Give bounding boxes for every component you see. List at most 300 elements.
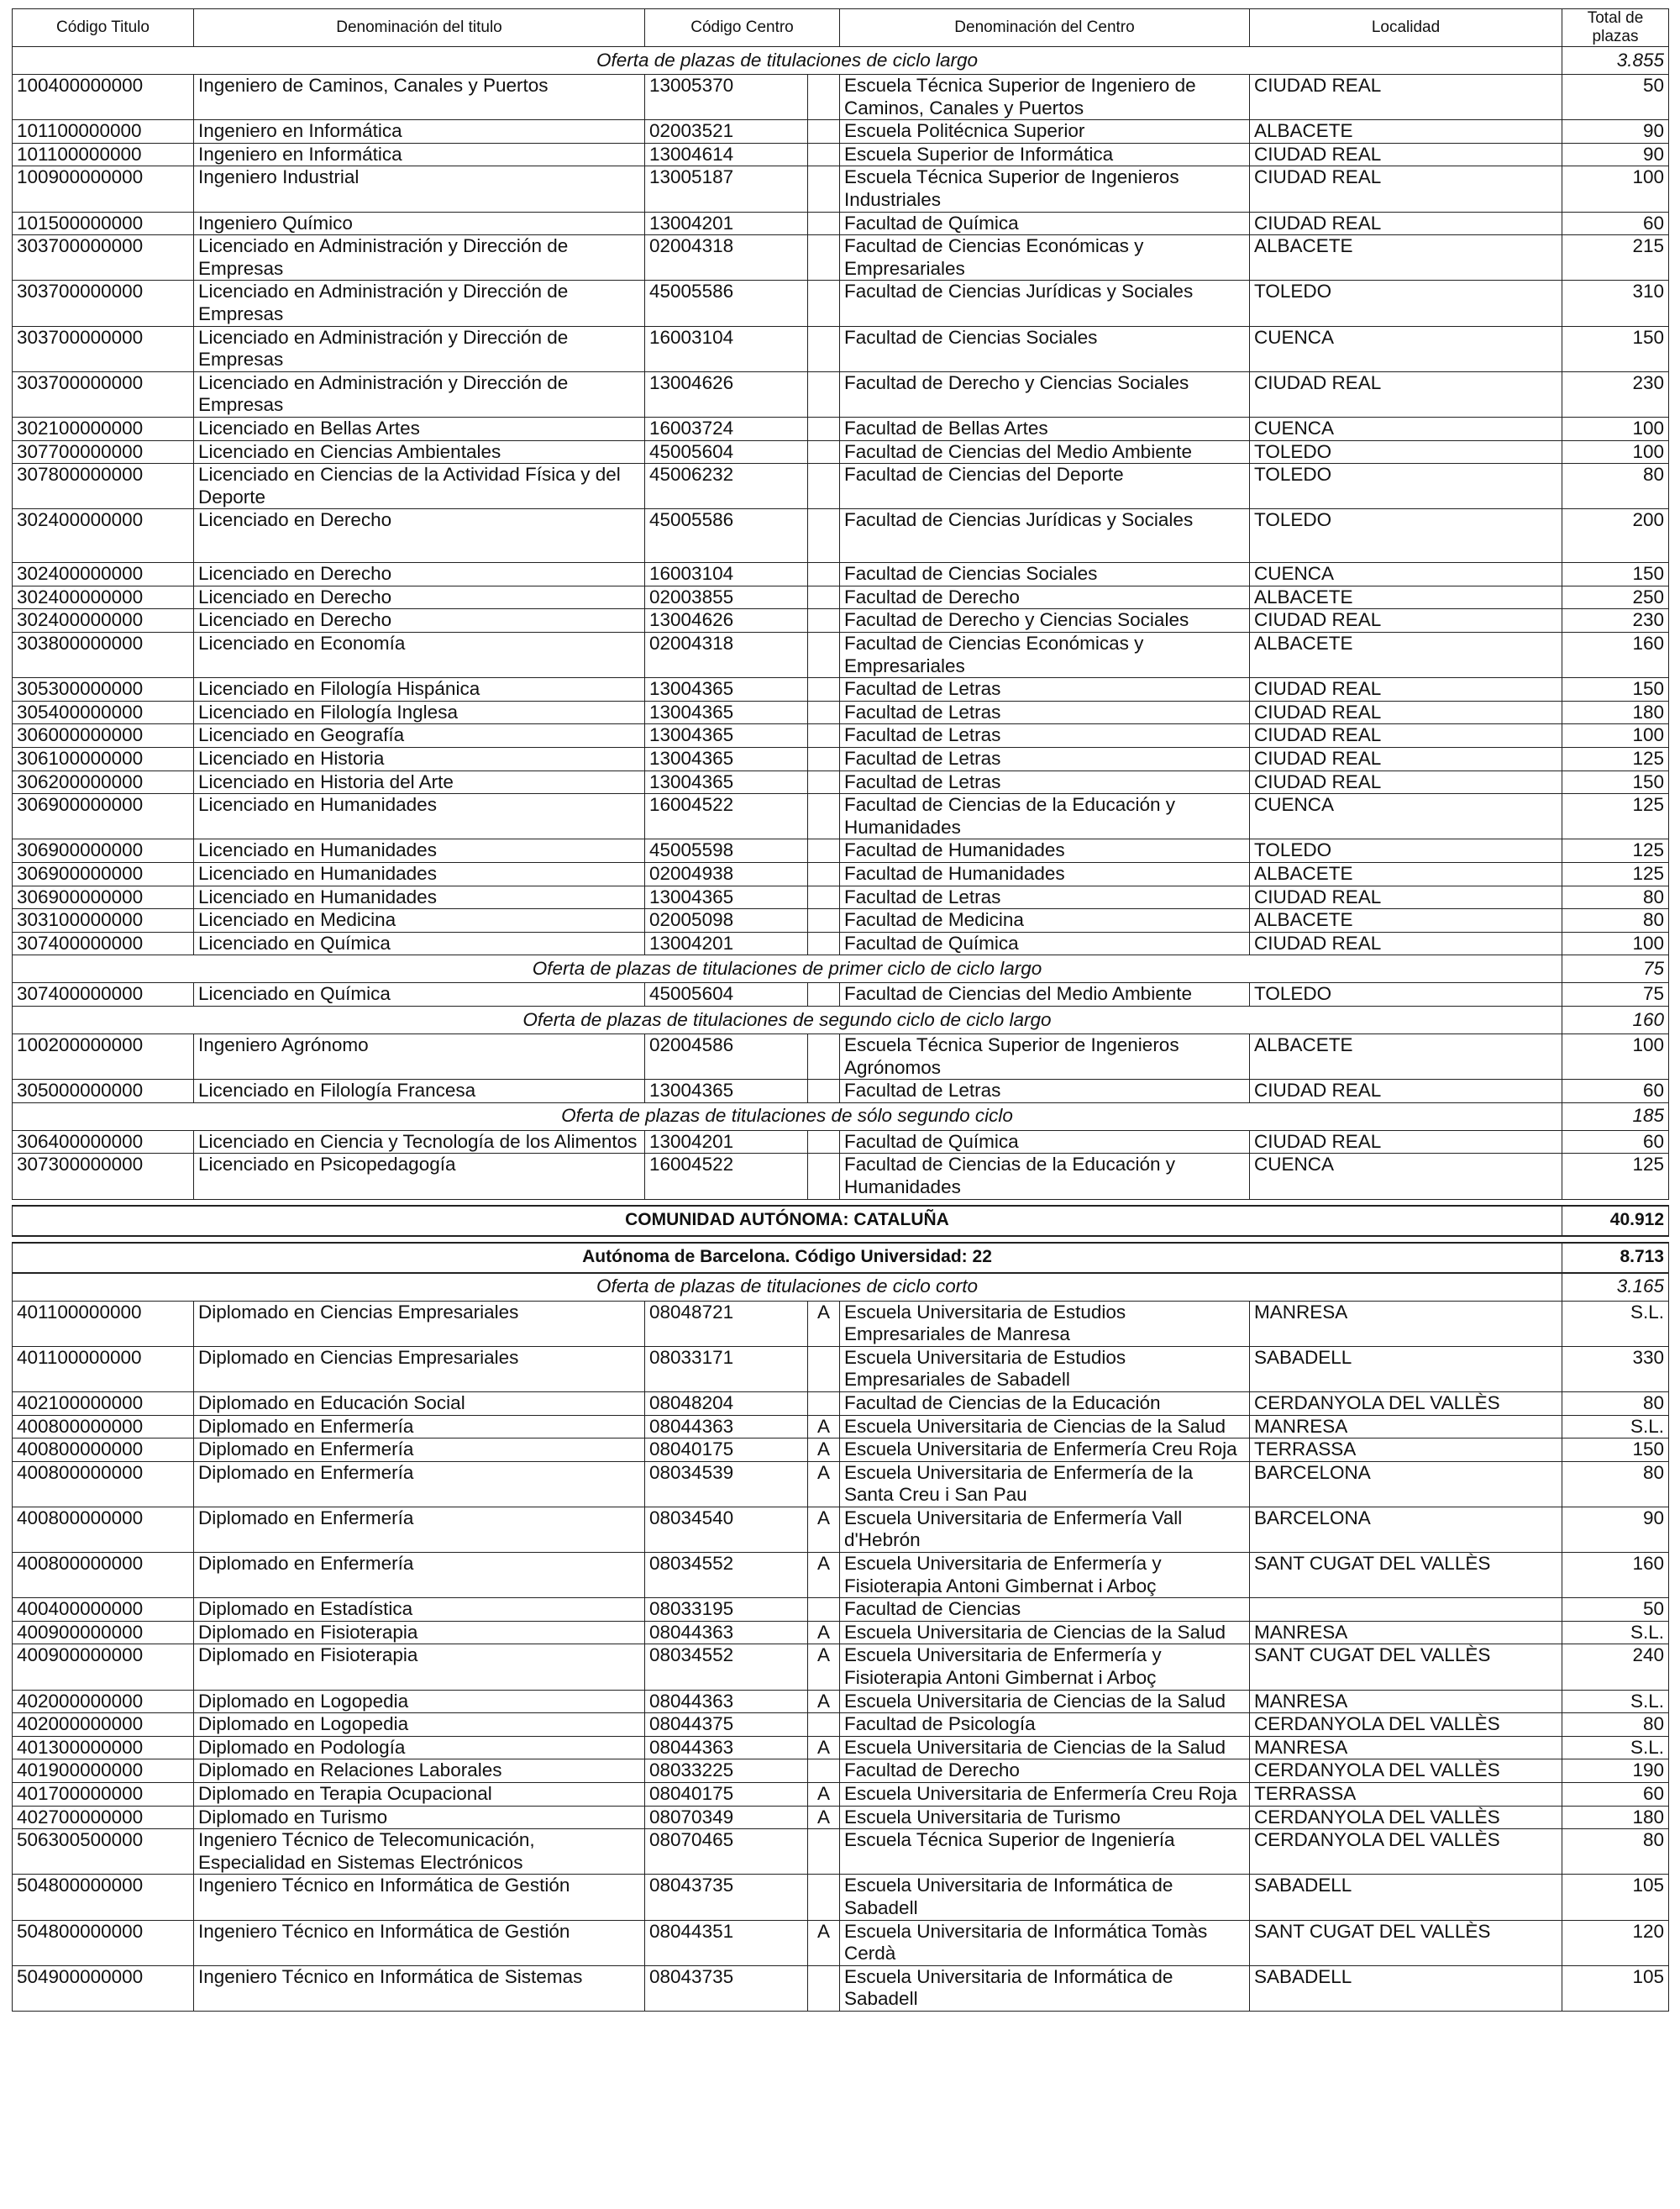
- denominacion-centro-cell: Escuela Técnica Superior de Ingeniero de Caminos, Canales y Puertos: [840, 75, 1250, 120]
- codigo-centro-cell: 08033171: [645, 1346, 808, 1391]
- header-localidad: Localidad: [1250, 9, 1562, 47]
- codigo-centro-cell: 08034552: [645, 1644, 808, 1690]
- header-codigo-titulo: Código Titulo: [13, 9, 194, 47]
- centro-flag-cell: [808, 1713, 840, 1737]
- codigo-titulo-cell: 303700000000: [13, 371, 194, 417]
- total-plazas-cell: 125: [1562, 863, 1669, 886]
- denominacion-titulo-cell: Licenciado en Filología Francesa: [194, 1080, 645, 1103]
- localidad-cell: SANT CUGAT DEL VALLÈS: [1250, 1920, 1562, 1965]
- codigo-centro-cell: 08048721: [645, 1301, 808, 1346]
- codigo-titulo-cell: 400900000000: [13, 1644, 194, 1690]
- total-plazas-cell: 150: [1562, 1438, 1669, 1462]
- total-plazas-cell: 310: [1562, 281, 1669, 326]
- centro-flag-cell: [808, 932, 840, 955]
- denominacion-titulo-cell: Licenciado en Historia: [194, 748, 645, 771]
- codigo-titulo-cell: 302400000000: [13, 563, 194, 586]
- denominacion-centro-cell: Facultad de Ciencias de la Educación y Humanidades: [840, 1154, 1250, 1199]
- codigo-titulo-cell: 302400000000: [13, 609, 194, 633]
- centro-flag-cell: [808, 983, 840, 1007]
- codigo-centro-cell: 45005604: [645, 983, 808, 1007]
- total-plazas-cell: 180: [1562, 701, 1669, 724]
- denominacion-centro-cell: Facultad de Letras: [840, 701, 1250, 724]
- table-row: [13, 1415, 1669, 1438]
- table-row: [13, 1713, 1669, 1737]
- table-row: [13, 794, 1669, 839]
- centro-flag-cell: [808, 371, 840, 417]
- denominacion-centro-cell: Facultad de Psicología: [840, 1713, 1250, 1737]
- header-denominacion-centro: Denominación del Centro: [840, 9, 1250, 47]
- codigo-centro-cell: 16003104: [645, 563, 808, 586]
- table-row: [13, 235, 1669, 281]
- total-plazas-cell: 105: [1562, 1965, 1669, 2011]
- table-row: [13, 886, 1669, 909]
- denominacion-titulo-cell: Ingeniero de Caminos, Canales y Puertos: [194, 75, 645, 120]
- codigo-centro-cell: 16003724: [645, 417, 808, 440]
- codigo-titulo-cell: 303700000000: [13, 281, 194, 326]
- total-plazas-cell: 215: [1562, 235, 1669, 281]
- codigo-titulo-cell: 306900000000: [13, 839, 194, 863]
- codigo-centro-cell: 08033195: [645, 1598, 808, 1622]
- centro-flag-cell: [808, 1391, 840, 1415]
- centro-flag-cell: A: [808, 1920, 840, 1965]
- codigo-centro-cell: 16003104: [645, 326, 808, 371]
- denominacion-titulo-cell: Diplomado en Enfermería: [194, 1461, 645, 1507]
- codigo-titulo-cell: 303700000000: [13, 326, 194, 371]
- codigo-centro-cell: 02003521: [645, 120, 808, 144]
- denominacion-titulo-cell: Licenciado en Administración y Dirección de Empresas: [194, 281, 645, 326]
- denominacion-centro-cell: Facultad de Ciencias del Medio Ambiente: [840, 983, 1250, 1007]
- localidad-cell: CUENCA: [1250, 794, 1562, 839]
- table-row: [13, 633, 1669, 678]
- denominacion-centro-cell: Escuela Universitaria de Enfermería Creu Roja: [840, 1783, 1250, 1807]
- codigo-titulo-cell: 303100000000: [13, 909, 194, 933]
- localidad-cell: CERDANYOLA DEL VALLÈS: [1250, 1391, 1562, 1415]
- total-plazas-cell: 100: [1562, 166, 1669, 212]
- codigo-titulo-cell: 306200000000: [13, 771, 194, 794]
- total-plazas-cell: 180: [1562, 1806, 1669, 1829]
- plazas-sheet: [12, 8, 1668, 2012]
- codigo-centro-cell: 16004522: [645, 1154, 808, 1199]
- total-plazas-cell: 90: [1562, 143, 1669, 166]
- denominacion-centro-cell: Facultad de Derecho: [840, 586, 1250, 609]
- denominacion-centro-cell: Escuela Universitaria de Ciencias de la Salud: [840, 1415, 1250, 1438]
- codigo-centro-cell: 08044363: [645, 1415, 808, 1438]
- codigo-centro-cell: 08040175: [645, 1783, 808, 1807]
- localidad-cell: CIUDAD REAL: [1250, 166, 1562, 212]
- denominacion-centro-cell: Facultad de Química: [840, 212, 1250, 235]
- centro-flag-cell: [808, 863, 840, 886]
- codigo-centro-cell: 02004586: [645, 1033, 808, 1079]
- localidad-cell: CERDANYOLA DEL VALLÈS: [1250, 1806, 1562, 1829]
- codigo-titulo-cell: 302100000000: [13, 417, 194, 440]
- codigo-titulo-cell: 303800000000: [13, 633, 194, 678]
- total-plazas-cell: 100: [1562, 724, 1669, 748]
- denominacion-titulo-cell: Licenciado en Psicopedagogía: [194, 1154, 645, 1199]
- denominacion-titulo-cell: Licenciado en Química: [194, 983, 645, 1007]
- table-row: [13, 678, 1669, 702]
- localidad-cell: CERDANYOLA DEL VALLÈS: [1250, 1759, 1562, 1783]
- table-row: [13, 1759, 1669, 1783]
- localidad-cell: ALBACETE: [1250, 633, 1562, 678]
- codigo-titulo-cell: 401100000000: [13, 1346, 194, 1391]
- centro-flag-cell: A: [808, 1507, 840, 1552]
- table-row: [13, 509, 1669, 563]
- band-spacer-cell: [13, 1236, 1669, 1243]
- localidad-cell: MANRESA: [1250, 1736, 1562, 1759]
- denominacion-centro-cell: Facultad de Derecho y Ciencias Sociales: [840, 371, 1250, 417]
- centro-flag-cell: A: [808, 1621, 840, 1644]
- section-total: 160: [1562, 1006, 1669, 1033]
- denominacion-centro-cell: Facultad de Ciencias Jurídicas y Sociales: [840, 509, 1250, 563]
- localidad-cell: MANRESA: [1250, 1415, 1562, 1438]
- denominacion-titulo-cell: Licenciado en Administración y Dirección de Empresas: [194, 235, 645, 281]
- table-row: [13, 1438, 1669, 1462]
- centro-flag-cell: [808, 909, 840, 933]
- centro-flag-cell: [808, 1080, 840, 1103]
- localidad-cell: TOLEDO: [1250, 464, 1562, 509]
- header-codigo-centro: Código Centro: [645, 9, 840, 47]
- table-row: [13, 1829, 1669, 1875]
- table-row: [13, 1875, 1669, 1920]
- codigo-centro-cell: 13004365: [645, 678, 808, 702]
- denominacion-titulo-cell: Licenciado en Bellas Artes: [194, 417, 645, 440]
- codigo-titulo-cell: 100900000000: [13, 166, 194, 212]
- centro-flag-cell: [808, 281, 840, 326]
- total-plazas-cell: S.L.: [1562, 1301, 1669, 1346]
- total-plazas-cell: 90: [1562, 120, 1669, 144]
- denominacion-titulo-cell: Licenciado en Historia del Arte: [194, 771, 645, 794]
- denominacion-titulo-cell: Licenciado en Ciencias de la Actividad Física y del Deporte: [194, 464, 645, 509]
- denominacion-titulo-cell: Diplomado en Logopedia: [194, 1690, 645, 1713]
- codigo-titulo-cell: 506300500000: [13, 1829, 194, 1875]
- group-header-label: Autónoma de Barcelona. Código Universidad: 22: [13, 1243, 1562, 1273]
- section-label: Oferta de plazas de titulaciones de ciclo largo: [13, 47, 1562, 75]
- codigo-centro-cell: 08040175: [645, 1438, 808, 1462]
- total-plazas-cell: 80: [1562, 1829, 1669, 1875]
- localidad-cell: TOLEDO: [1250, 839, 1562, 863]
- centro-flag-cell: [808, 839, 840, 863]
- centro-flag-cell: [808, 440, 840, 464]
- codigo-centro-cell: 08044363: [645, 1621, 808, 1644]
- codigo-titulo-cell: 401300000000: [13, 1736, 194, 1759]
- denominacion-titulo-cell: Diplomado en Logopedia: [194, 1713, 645, 1737]
- centro-flag-cell: [808, 771, 840, 794]
- table-row: [13, 563, 1669, 586]
- codigo-centro-cell: 08033225: [645, 1759, 808, 1783]
- codigo-titulo-cell: 400900000000: [13, 1621, 194, 1644]
- table-row: [13, 609, 1669, 633]
- table-row: [13, 1806, 1669, 1829]
- codigo-centro-cell: 13005187: [645, 166, 808, 212]
- codigo-titulo-cell: 504800000000: [13, 1875, 194, 1920]
- codigo-centro-cell: 08043735: [645, 1875, 808, 1920]
- codigo-titulo-cell: 302400000000: [13, 586, 194, 609]
- denominacion-centro-cell: Facultad de Letras: [840, 771, 1250, 794]
- denominacion-titulo-cell: Licenciado en Economía: [194, 633, 645, 678]
- codigo-titulo-cell: 101100000000: [13, 143, 194, 166]
- centro-flag-cell: [808, 563, 840, 586]
- codigo-titulo-cell: 101500000000: [13, 212, 194, 235]
- table-row: [13, 1301, 1669, 1346]
- codigo-titulo-cell: 303700000000: [13, 235, 194, 281]
- total-plazas-cell: 80: [1562, 464, 1669, 509]
- total-plazas-cell: 150: [1562, 326, 1669, 371]
- header-row: [13, 9, 1669, 47]
- codigo-centro-cell: 08044363: [645, 1690, 808, 1713]
- total-plazas-cell: 60: [1562, 1130, 1669, 1154]
- denominacion-titulo-cell: Licenciado en Administración y Dirección de Empresas: [194, 326, 645, 371]
- codigo-titulo-cell: 305400000000: [13, 701, 194, 724]
- centro-flag-cell: A: [808, 1415, 840, 1438]
- total-plazas-cell: 190: [1562, 1759, 1669, 1783]
- centro-flag-cell: A: [808, 1301, 840, 1346]
- denominacion-centro-cell: Facultad de Derecho: [840, 1759, 1250, 1783]
- total-plazas-cell: 60: [1562, 1080, 1669, 1103]
- localidad-cell: SABADELL: [1250, 1346, 1562, 1391]
- codigo-titulo-cell: 400800000000: [13, 1438, 194, 1462]
- codigo-titulo-cell: 306400000000: [13, 1130, 194, 1154]
- denominacion-titulo-cell: Licenciado en Filología Inglesa: [194, 701, 645, 724]
- denominacion-titulo-cell: Licenciado en Derecho: [194, 609, 645, 633]
- localidad-cell: ALBACETE: [1250, 909, 1562, 933]
- table-row: [13, 417, 1669, 440]
- denominacion-centro-cell: Facultad de Humanidades: [840, 839, 1250, 863]
- localidad-cell: MANRESA: [1250, 1690, 1562, 1713]
- denominacion-centro-cell: Escuela Universitaria de Informática Tomàs Cerdà: [840, 1920, 1250, 1965]
- table-row: [13, 771, 1669, 794]
- denominacion-titulo-cell: Ingeniero Técnico en Informática de Gestión: [194, 1920, 645, 1965]
- codigo-centro-cell: 45006232: [645, 464, 808, 509]
- table-row: [13, 464, 1669, 509]
- denominacion-titulo-cell: Diplomado en Enfermería: [194, 1553, 645, 1598]
- codigo-titulo-cell: 400800000000: [13, 1415, 194, 1438]
- codigo-centro-cell: 08070349: [645, 1806, 808, 1829]
- localidad-cell: CIUDAD REAL: [1250, 75, 1562, 120]
- table-row: [13, 724, 1669, 748]
- centro-flag-cell: [808, 509, 840, 563]
- denominacion-centro-cell: Escuela Universitaria de Enfermería de la Santa Creu i San Pau: [840, 1461, 1250, 1507]
- localidad-cell: TERRASSA: [1250, 1783, 1562, 1807]
- group-header-total: 40.912: [1562, 1206, 1669, 1236]
- codigo-centro-cell: 13004365: [645, 748, 808, 771]
- section-row: [13, 1273, 1669, 1302]
- codigo-titulo-cell: 401700000000: [13, 1783, 194, 1807]
- table-row: [13, 371, 1669, 417]
- denominacion-centro-cell: Facultad de Letras: [840, 748, 1250, 771]
- centro-flag-cell: [808, 120, 840, 144]
- centro-flag-cell: A: [808, 1736, 840, 1759]
- localidad-cell: [1250, 1598, 1562, 1622]
- centro-flag-cell: [808, 586, 840, 609]
- denominacion-titulo-cell: Licenciado en Administración y Dirección de Empresas: [194, 371, 645, 417]
- table-row: [13, 586, 1669, 609]
- denominacion-titulo-cell: Licenciado en Humanidades: [194, 794, 645, 839]
- localidad-cell: ALBACETE: [1250, 586, 1562, 609]
- codigo-centro-cell: 13004365: [645, 724, 808, 748]
- denominacion-titulo-cell: Diplomado en Enfermería: [194, 1438, 645, 1462]
- denominacion-titulo-cell: Licenciado en Geografía: [194, 724, 645, 748]
- codigo-titulo-cell: 504900000000: [13, 1965, 194, 2011]
- table-row: [13, 1965, 1669, 2011]
- table-row: [13, 863, 1669, 886]
- centro-flag-cell: [808, 75, 840, 120]
- total-plazas-cell: S.L.: [1562, 1415, 1669, 1438]
- total-plazas-cell: 90: [1562, 1507, 1669, 1552]
- denominacion-centro-cell: Escuela Universitaria de Ciencias de la Salud: [840, 1736, 1250, 1759]
- codigo-centro-cell: 13004201: [645, 1130, 808, 1154]
- codigo-titulo-cell: 306900000000: [13, 863, 194, 886]
- header-total-plazas: Total de plazas: [1562, 9, 1669, 47]
- table-row: [13, 1033, 1669, 1079]
- denominacion-titulo-cell: Ingeniero Agrónomo: [194, 1033, 645, 1079]
- total-plazas-cell: 160: [1562, 1553, 1669, 1598]
- total-plazas-cell: 150: [1562, 678, 1669, 702]
- codigo-centro-cell: 08043735: [645, 1965, 808, 2011]
- localidad-cell: CUENCA: [1250, 326, 1562, 371]
- codigo-titulo-cell: 305300000000: [13, 678, 194, 702]
- localidad-cell: BARCELONA: [1250, 1461, 1562, 1507]
- codigo-titulo-cell: 400400000000: [13, 1598, 194, 1622]
- denominacion-titulo-cell: Licenciado en Filología Hispánica: [194, 678, 645, 702]
- localidad-cell: TOLEDO: [1250, 509, 1562, 563]
- denominacion-centro-cell: Escuela Universitaria de Enfermería Vall d'Hebrón: [840, 1507, 1250, 1552]
- centro-flag-cell: [808, 417, 840, 440]
- table-row: [13, 281, 1669, 326]
- denominacion-centro-cell: Facultad de Ciencias Sociales: [840, 326, 1250, 371]
- denominacion-centro-cell: Escuela Universitaria de Enfermería y Fisioterapia Antoni Gimbernat i Arboç: [840, 1553, 1250, 1598]
- localidad-cell: CUENCA: [1250, 417, 1562, 440]
- denominacion-titulo-cell: Ingeniero Industrial: [194, 166, 645, 212]
- table-row: [13, 983, 1669, 1007]
- section-label: Oferta de plazas de titulaciones de primer ciclo de ciclo largo: [13, 955, 1562, 983]
- denominacion-centro-cell: Facultad de Ciencias: [840, 1598, 1250, 1622]
- section-row: [13, 955, 1669, 983]
- denominacion-titulo-cell: Diplomado en Fisioterapia: [194, 1621, 645, 1644]
- denominacion-titulo-cell: Diplomado en Enfermería: [194, 1415, 645, 1438]
- group-header-row: [13, 1243, 1669, 1273]
- table-row: [13, 212, 1669, 235]
- total-plazas-cell: 80: [1562, 1461, 1669, 1507]
- localidad-cell: CUENCA: [1250, 563, 1562, 586]
- denominacion-centro-cell: Facultad de Ciencias Económicas y Empresariales: [840, 633, 1250, 678]
- codigo-titulo-cell: 100400000000: [13, 75, 194, 120]
- total-plazas-cell: 100: [1562, 440, 1669, 464]
- denominacion-titulo-cell: Licenciado en Química: [194, 932, 645, 955]
- localidad-cell: SABADELL: [1250, 1875, 1562, 1920]
- denominacion-titulo-cell: Licenciado en Humanidades: [194, 886, 645, 909]
- codigo-centro-cell: 08048204: [645, 1391, 808, 1415]
- table-row: [13, 166, 1669, 212]
- codigo-centro-cell: 13004614: [645, 143, 808, 166]
- localidad-cell: CERDANYOLA DEL VALLÈS: [1250, 1829, 1562, 1875]
- total-plazas-cell: 80: [1562, 1391, 1669, 1415]
- total-plazas-cell: 200: [1562, 509, 1669, 563]
- codigo-centro-cell: 13005370: [645, 75, 808, 120]
- denominacion-centro-cell: Escuela Universitaria de Enfermería y Fisioterapia Antoni Gimbernat i Arboç: [840, 1644, 1250, 1690]
- denominacion-centro-cell: Escuela Universitaria de Estudios Empresariales de Sabadell: [840, 1346, 1250, 1391]
- section-total: 3.855: [1562, 47, 1669, 75]
- denominacion-titulo-cell: Diplomado en Relaciones Laborales: [194, 1759, 645, 1783]
- denominacion-titulo-cell: Licenciado en Ciencia y Tecnología de los Alimentos: [194, 1130, 645, 1154]
- denominacion-centro-cell: Escuela Politécnica Superior: [840, 120, 1250, 144]
- codigo-centro-cell: 13004626: [645, 609, 808, 633]
- codigo-titulo-cell: 302400000000: [13, 509, 194, 563]
- header-denominacion-titulo: Denominación del titulo: [194, 9, 645, 47]
- total-plazas-cell: 100: [1562, 932, 1669, 955]
- localidad-cell: CIUDAD REAL: [1250, 748, 1562, 771]
- denominacion-centro-cell: Escuela Universitaria de Turismo: [840, 1806, 1250, 1829]
- table-row: [13, 1507, 1669, 1552]
- denominacion-titulo-cell: Diplomado en Enfermería: [194, 1507, 645, 1552]
- denominacion-centro-cell: Escuela Superior de Informática: [840, 143, 1250, 166]
- codigo-titulo-cell: 400800000000: [13, 1507, 194, 1552]
- denominacion-titulo-cell: Licenciado en Humanidades: [194, 839, 645, 863]
- codigo-titulo-cell: 307300000000: [13, 1154, 194, 1199]
- denominacion-titulo-cell: Licenciado en Humanidades: [194, 863, 645, 886]
- codigo-titulo-cell: 400800000000: [13, 1553, 194, 1598]
- centro-flag-cell: [808, 1130, 840, 1154]
- centro-flag-cell: [808, 886, 840, 909]
- table-row: [13, 1736, 1669, 1759]
- localidad-cell: TOLEDO: [1250, 440, 1562, 464]
- localidad-cell: SANT CUGAT DEL VALLÈS: [1250, 1644, 1562, 1690]
- codigo-titulo-cell: 401100000000: [13, 1301, 194, 1346]
- denominacion-titulo-cell: Ingeniero en Informática: [194, 143, 645, 166]
- denominacion-centro-cell: Escuela Universitaria de Estudios Empresariales de Manresa: [840, 1301, 1250, 1346]
- codigo-centro-cell: 13004365: [645, 1080, 808, 1103]
- centro-flag-cell: [808, 1154, 840, 1199]
- denominacion-centro-cell: Escuela Universitaria de Enfermería Creu Roja: [840, 1438, 1250, 1462]
- table-body: [13, 47, 1669, 2012]
- section-total: 3.165: [1562, 1273, 1669, 1302]
- centro-flag-cell: [808, 724, 840, 748]
- denominacion-centro-cell: Escuela Universitaria de Informática de Sabadell: [840, 1965, 1250, 2011]
- codigo-centro-cell: 45005586: [645, 509, 808, 563]
- total-plazas-cell: 80: [1562, 886, 1669, 909]
- denominacion-centro-cell: Facultad de Derecho y Ciencias Sociales: [840, 609, 1250, 633]
- centro-flag-cell: [808, 633, 840, 678]
- codigo-centro-cell: 13004626: [645, 371, 808, 417]
- codigo-titulo-cell: 101100000000: [13, 120, 194, 144]
- codigo-centro-cell: 13004201: [645, 212, 808, 235]
- denominacion-centro-cell: Facultad de Química: [840, 1130, 1250, 1154]
- denominacion-titulo-cell: Ingeniero en Informática: [194, 120, 645, 144]
- localidad-cell: BARCELONA: [1250, 1507, 1562, 1552]
- codigo-titulo-cell: 306900000000: [13, 886, 194, 909]
- section-total: 75: [1562, 955, 1669, 983]
- table-row: [13, 1598, 1669, 1622]
- denominacion-titulo-cell: Diplomado en Podología: [194, 1736, 645, 1759]
- plazas-table: [12, 8, 1669, 2012]
- codigo-centro-cell: 02004318: [645, 633, 808, 678]
- codigo-centro-cell: 08044375: [645, 1713, 808, 1737]
- codigo-centro-cell: 02005098: [645, 909, 808, 933]
- localidad-cell: CIUDAD REAL: [1250, 886, 1562, 909]
- centro-flag-cell: [808, 212, 840, 235]
- localidad-cell: CIUDAD REAL: [1250, 1130, 1562, 1154]
- centro-flag-cell: A: [808, 1783, 840, 1807]
- section-total: 185: [1562, 1102, 1669, 1130]
- centro-flag-cell: A: [808, 1553, 840, 1598]
- codigo-titulo-cell: 402000000000: [13, 1690, 194, 1713]
- codigo-centro-cell: 08034540: [645, 1507, 808, 1552]
- centro-flag-cell: [808, 1875, 840, 1920]
- table-row: [13, 143, 1669, 166]
- localidad-cell: TOLEDO: [1250, 983, 1562, 1007]
- codigo-centro-cell: 02004938: [645, 863, 808, 886]
- localidad-cell: CIUDAD REAL: [1250, 701, 1562, 724]
- codigo-titulo-cell: 307400000000: [13, 983, 194, 1007]
